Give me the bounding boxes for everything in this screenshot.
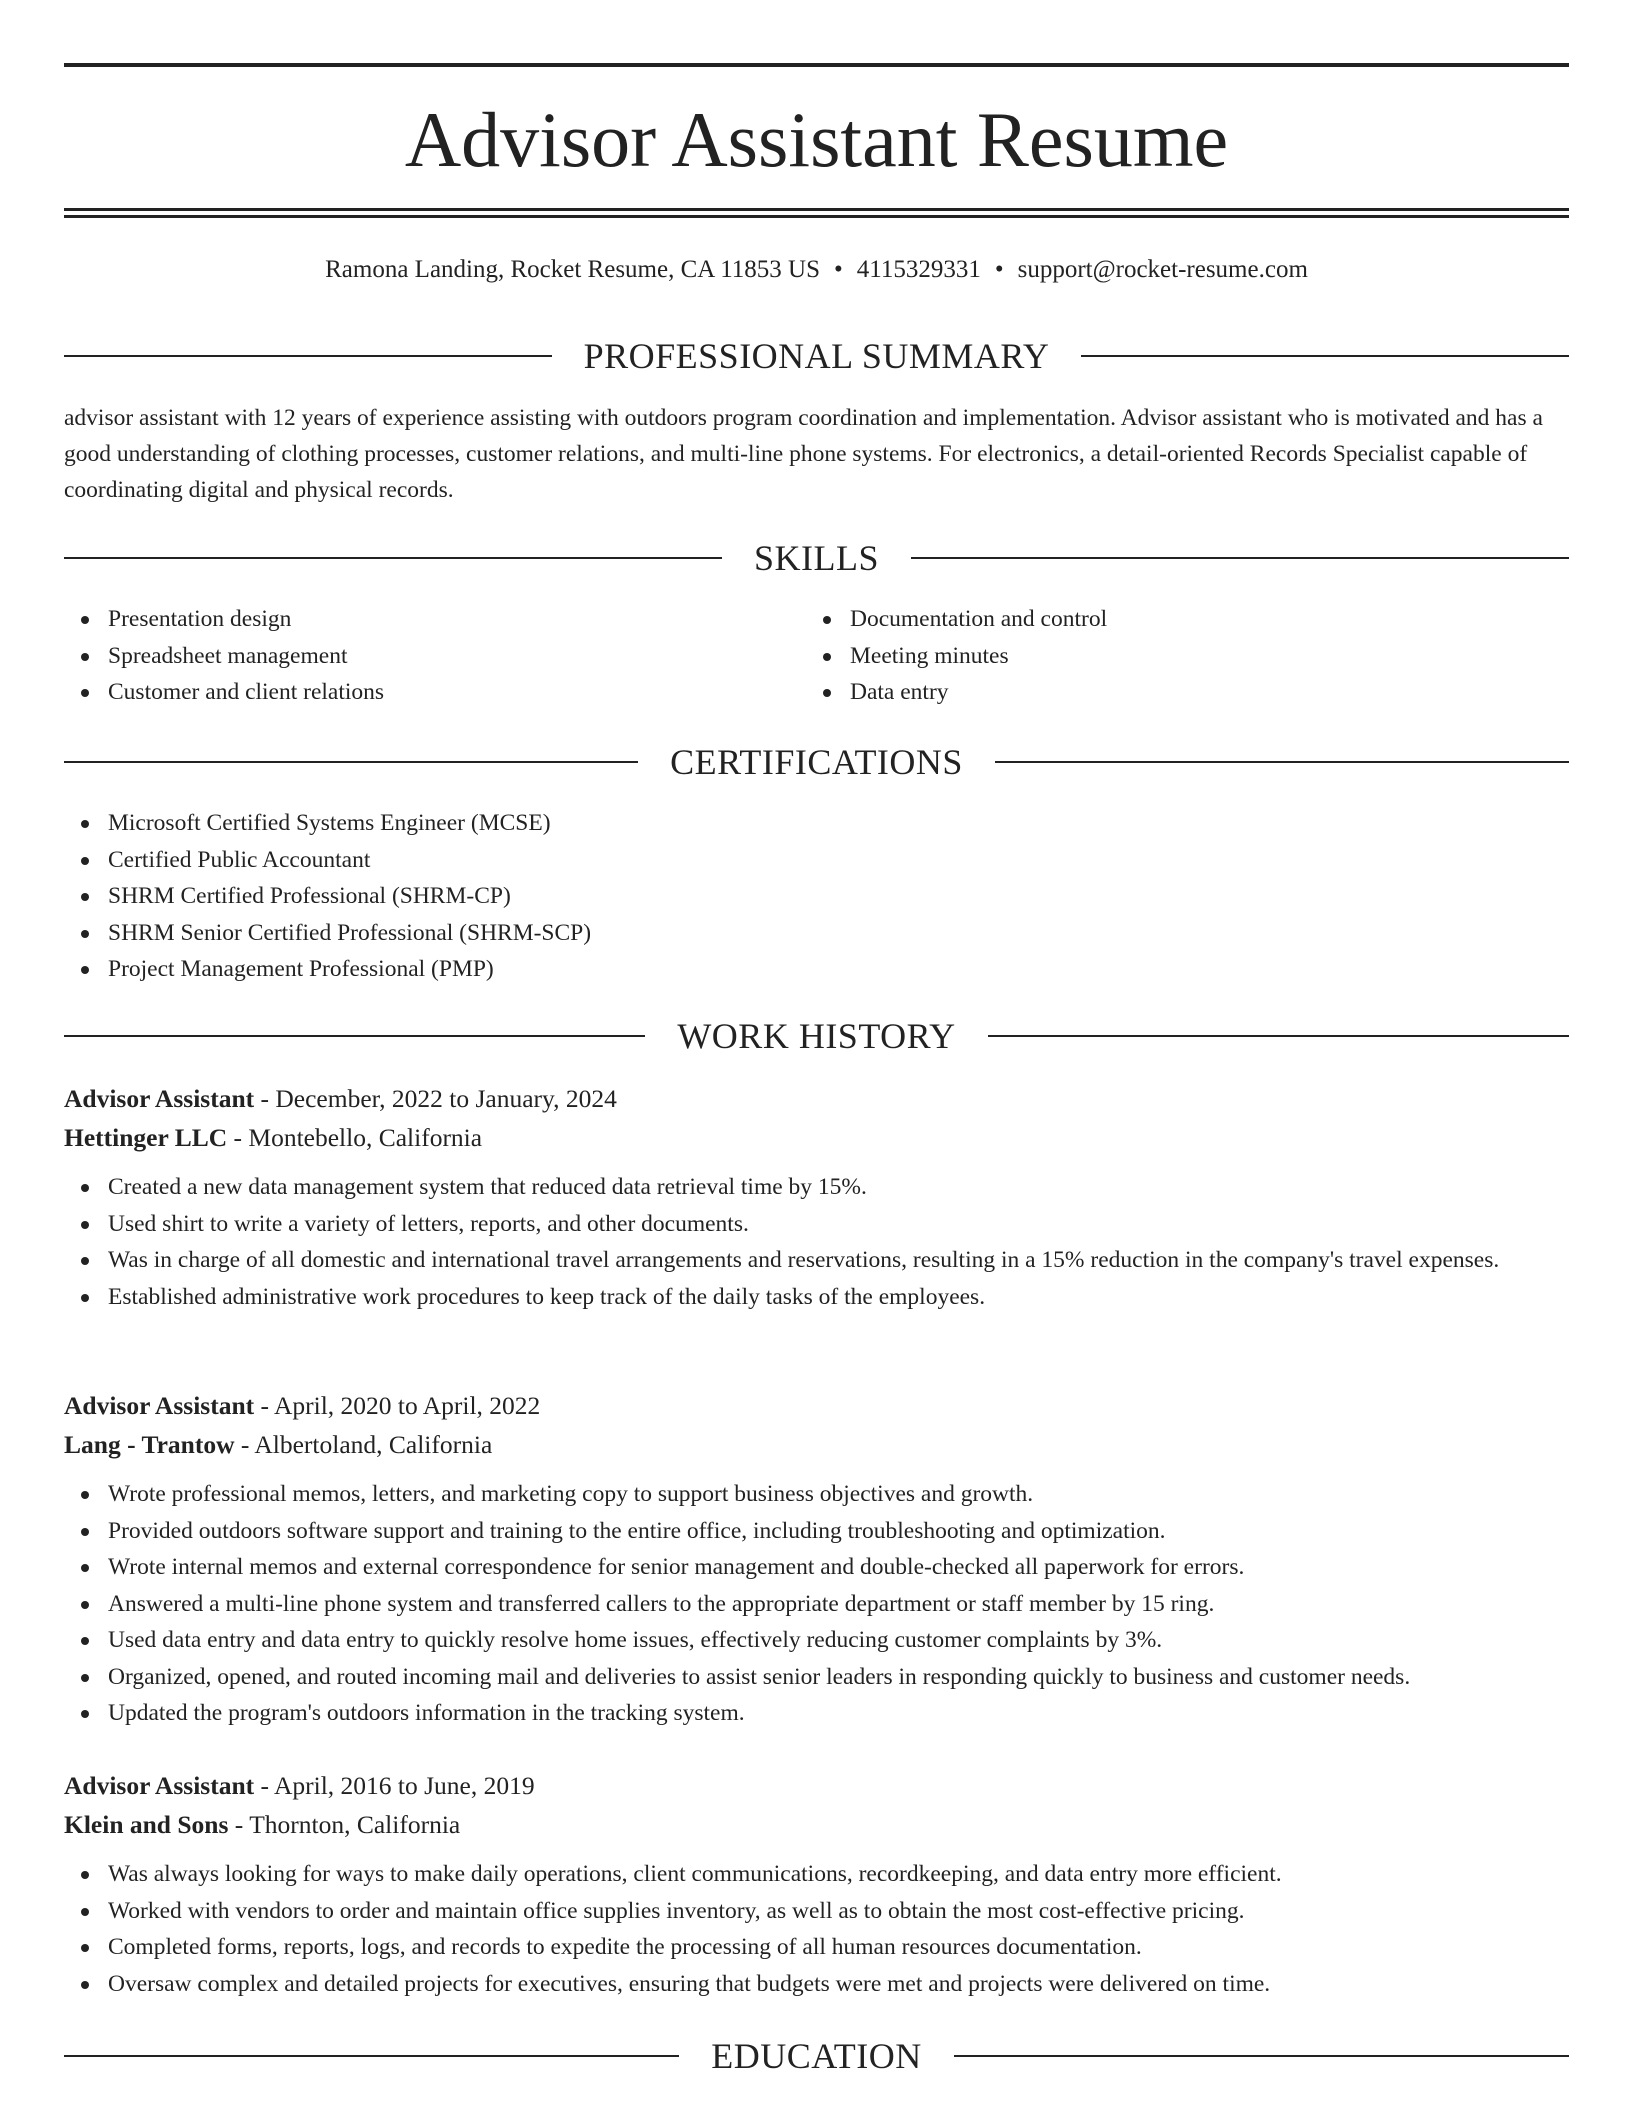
job-dash: - bbox=[227, 1123, 249, 1152]
contact-line bbox=[64, 252, 1569, 288]
job-location: Montebello, California bbox=[248, 1123, 483, 1152]
certification-item: Microsoft Certified Systems Engineer (MCSE) bbox=[64, 805, 1569, 842]
job-dash: - bbox=[234, 1430, 255, 1459]
job-bullet: Wrote internal memos and external correspondence for senior management and double-checked all paperwork for errors. bbox=[64, 1549, 1569, 1586]
job-title: Advisor Assistant bbox=[64, 1391, 255, 1420]
heading-rule bbox=[64, 557, 722, 559]
heading-rule bbox=[954, 2055, 1569, 2057]
job-entry bbox=[64, 1386, 1569, 1732]
summary-heading bbox=[64, 334, 1569, 378]
skill-item: Presentation design bbox=[64, 601, 764, 638]
job-bullet: Was in charge of all domestic and international travel arrangements and reservations, resulting in a 15% reduction in the company's travel expenses. bbox=[64, 1242, 1569, 1279]
job-dash: - bbox=[254, 1084, 276, 1113]
certifications-list bbox=[64, 805, 1569, 988]
job-company-line bbox=[64, 1805, 1569, 1844]
job-bullet: Created a new data management system that reduced data retrieval time by 15%. bbox=[64, 1169, 1569, 1206]
skills-list-left bbox=[64, 601, 764, 711]
title-double-rule-top bbox=[64, 208, 1569, 211]
certifications-heading-text: CERTIFICATIONS bbox=[670, 742, 963, 782]
contact-email: support@rocket-resume.com bbox=[1017, 256, 1308, 283]
job-entry bbox=[64, 1079, 1569, 1315]
job-bullets bbox=[64, 1169, 1569, 1315]
job-bullet: Used data entry and data entry to quickly resolve home issues, effectively reducing customer complaints by 3%. bbox=[64, 1622, 1569, 1659]
heading-rule bbox=[988, 1035, 1569, 1037]
job-company-line bbox=[64, 1118, 1569, 1157]
education-heading-text: EDUCATION bbox=[711, 2036, 922, 2076]
contact-address: Ramona Landing, Rocket Resume, CA 11853 US bbox=[325, 256, 820, 283]
job-title: Advisor Assistant bbox=[64, 1771, 255, 1800]
job-bullets bbox=[64, 1856, 1569, 2002]
work-history-heading-text: WORK HISTORY bbox=[677, 1016, 956, 1056]
job-bullet: Worked with vendors to order and maintain office supplies inventory, as well as to obtain the most cost-effective pricing. bbox=[64, 1893, 1569, 1930]
education-heading bbox=[64, 2034, 1569, 2078]
job-bullet: Wrote professional memos, letters, and marketing copy to support business objectives and growth. bbox=[64, 1476, 1569, 1513]
job-bullet: Updated the program's outdoors information in the tracking system. bbox=[64, 1695, 1569, 1732]
job-dash: - bbox=[254, 1391, 274, 1420]
heading-rule bbox=[64, 2055, 679, 2057]
job-dates: April, 2020 to April, 2022 bbox=[273, 1391, 541, 1420]
job-company: Klein and Sons bbox=[64, 1810, 229, 1839]
skill-item: Data entry bbox=[806, 674, 1506, 711]
certification-item: Project Management Professional (PMP) bbox=[64, 951, 1569, 988]
job-bullet: Used shirt to write a variety of letters, reports, and other documents. bbox=[64, 1206, 1569, 1243]
job-bullet: Answered a multi-line phone system and transferred callers to the appropriate department or staff member by 15 ring. bbox=[64, 1586, 1569, 1623]
job-dates: December, 2022 to January, 2024 bbox=[275, 1084, 617, 1113]
summary-heading-text: PROFESSIONAL SUMMARY bbox=[583, 336, 1050, 376]
certification-item: Certified Public Accountant bbox=[64, 842, 1569, 879]
job-bullet: Was always looking for ways to make daily operations, client communications, recordkeeping, and data entry more efficient. bbox=[64, 1856, 1569, 1893]
job-location: Thornton, California bbox=[249, 1810, 461, 1839]
job-dash: - bbox=[228, 1810, 250, 1839]
certification-item: SHRM Senior Certified Professional (SHRM-SCP) bbox=[64, 915, 1569, 952]
heading-rule bbox=[64, 355, 552, 357]
job-title-line bbox=[64, 1079, 1569, 1118]
job-title: Advisor Assistant bbox=[64, 1084, 255, 1113]
job-bullet: Established administrative work procedures to keep track of the daily tasks of the employees. bbox=[64, 1279, 1569, 1316]
skill-item: Spreadsheet management bbox=[64, 638, 764, 675]
skills-heading bbox=[64, 536, 1569, 580]
skills-list-right bbox=[806, 601, 1506, 711]
job-bullets bbox=[64, 1476, 1569, 1732]
heading-rule bbox=[1081, 355, 1569, 357]
skills-heading-text: SKILLS bbox=[754, 538, 880, 578]
job-company: Hettinger LLC bbox=[64, 1123, 228, 1152]
title-double-rule-bottom bbox=[64, 215, 1569, 218]
certification-item: SHRM Certified Professional (SHRM-CP) bbox=[64, 878, 1569, 915]
certifications-heading bbox=[64, 740, 1569, 784]
heading-rule bbox=[995, 761, 1569, 763]
job-dash: - bbox=[254, 1771, 274, 1800]
contact-phone: 4115329331 bbox=[856, 256, 981, 283]
job-entry bbox=[64, 1766, 1569, 2002]
skill-item: Customer and client relations bbox=[64, 674, 764, 711]
heading-rule bbox=[64, 1035, 645, 1037]
job-bullet: Oversaw complex and detailed projects for executives, ensuring that budgets were met and projects were delivered on time. bbox=[64, 1966, 1569, 2003]
summary-text: advisor assistant with 12 years of experience assisting with outdoors program coordination and implementation. Advisor assistant who is motivated and has a good understanding of clothing processes, customer relations, and multi-line phone systems. For electronics, a detail-oriented Records Specialist capable of coordinating digital and physical records. bbox=[64, 405, 1543, 503]
heading-rule bbox=[64, 761, 638, 763]
job-bullet: Provided outdoors software support and training to the entire office, including troubleshooting and optimization. bbox=[64, 1513, 1569, 1550]
heading-rule bbox=[911, 557, 1569, 559]
work-history-heading bbox=[64, 1014, 1569, 1058]
contact-separator: • bbox=[833, 256, 843, 283]
skill-item: Documentation and control bbox=[806, 601, 1506, 638]
contact-separator: • bbox=[994, 256, 1004, 283]
top-rule bbox=[64, 63, 1569, 67]
job-dates: April, 2016 to June, 2019 bbox=[273, 1771, 535, 1800]
job-bullet: Completed forms, reports, logs, and records to expedite the processing of all human resources documentation. bbox=[64, 1929, 1569, 1966]
job-location: Albertoland, California bbox=[254, 1430, 493, 1459]
job-title-line bbox=[64, 1766, 1569, 1805]
page-title: Advisor Assistant Resume bbox=[404, 96, 1229, 183]
job-company-line bbox=[64, 1425, 1569, 1464]
job-bullet: Organized, opened, and routed incoming mail and deliveries to assist senior leaders in responding quickly to business and customer needs. bbox=[64, 1659, 1569, 1696]
skill-item: Meeting minutes bbox=[806, 638, 1506, 675]
job-title-line bbox=[64, 1386, 1569, 1425]
job-company: Lang - Trantow bbox=[64, 1430, 235, 1459]
